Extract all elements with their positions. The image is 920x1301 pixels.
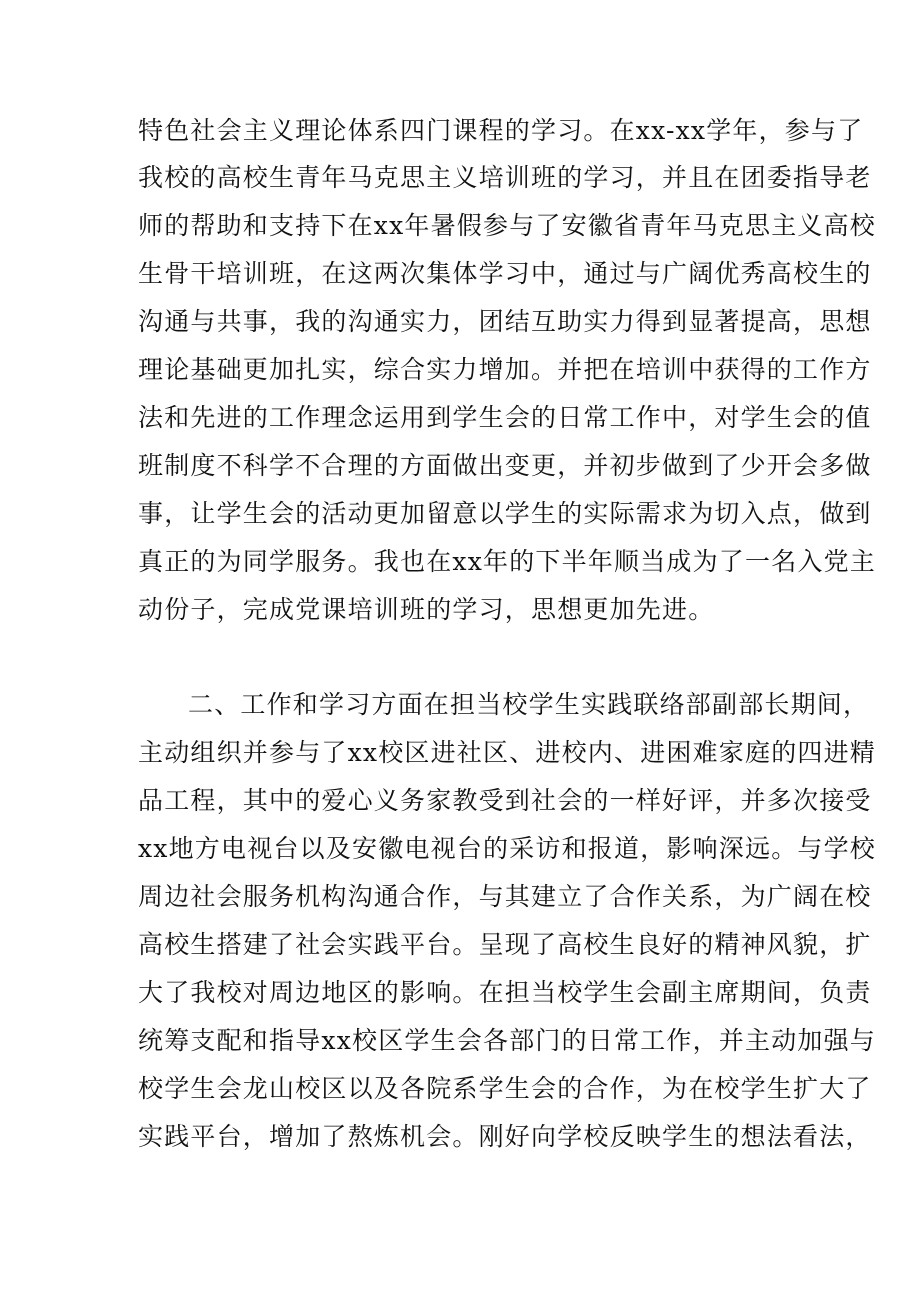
paragraph-1-line: 生骨干培训班，在这两次集体学习中，通过与广阔优秀高校生的 (138, 259, 872, 288)
paragraph-2-line: 实践平台，增加了熬炼机会。刚好向学校反映学生的想法看法， (138, 1122, 872, 1151)
paragraph-2-line: 品工程，其中的爱心义务家教受到社会的一样好评，并多次接受 (138, 786, 872, 815)
paragraph-1-line: 真正的为同学服务。我也在xx年的下半年顺当成为了一名入党主 (138, 547, 877, 576)
paragraph-2-line: 主动组织并参与了xx校区进社区、进校内、进困难家庭的四进精 (138, 738, 877, 767)
paragraph-2-line: 周边社会服务机构沟通合作，与其建立了合作关系，为广阔在校 (138, 882, 872, 911)
paragraph-1-line: 班制度不科学不合理的方面做出变更，并初步做到了少开会多做 (138, 451, 872, 480)
paragraph-1-line: 理论基础更加扎实，综合实力增加。并把在培训中获得的工作方 (138, 355, 872, 384)
paragraph-1-line: 特色社会主义理论体系四门课程的学习。在xx-xx学年，参与了 (138, 116, 864, 145)
paragraph-1-line: 沟通与共事，我的沟通实力，团结互助实力得到显著提高，思想 (138, 307, 872, 336)
paragraph-1-line: 法和先进的工作理念运用到学生会的日常工作中，对学生会的值 (138, 403, 872, 432)
paragraph-2-line: 大了我校对周边地区的影响。在担当校学生会副主席期间，负责 (138, 978, 872, 1007)
paragraph-1-line: 动份子，完成党课培训班的学习，思想更加先进。 (138, 595, 715, 624)
paragraph-1-line: 事，让学生会的活动更加留意以学生的实际需求为切入点，做到 (138, 499, 872, 528)
paragraph-1-line: 师的帮助和支持下在xx年暑假参与了安徽省青年马克思主义高校 (138, 211, 877, 240)
paragraph-2-first-line: 二、工作和学习方面在担当校学生实践联络部副部长期间， (188, 690, 870, 719)
paragraph-2-line: xx地方电视台以及安徽电视台的采访和报道，影响深远。与学校 (138, 834, 877, 863)
paragraph-2-line: 校学生会龙山校区以及各院系学生会的合作，为在校学生扩大了 (138, 1074, 872, 1103)
paragraph-2-line: 高校生搭建了社会实践平台。呈现了高校生良好的精神风貌，扩 (138, 930, 872, 959)
paragraph-1-line: 我校的高校生青年马克思主义培训班的学习，并且在团委指导老 (138, 163, 872, 192)
paragraph-2-line: 统筹支配和指导xx校区学生会各部门的日常工作，并主动加强与 (138, 1026, 877, 1055)
